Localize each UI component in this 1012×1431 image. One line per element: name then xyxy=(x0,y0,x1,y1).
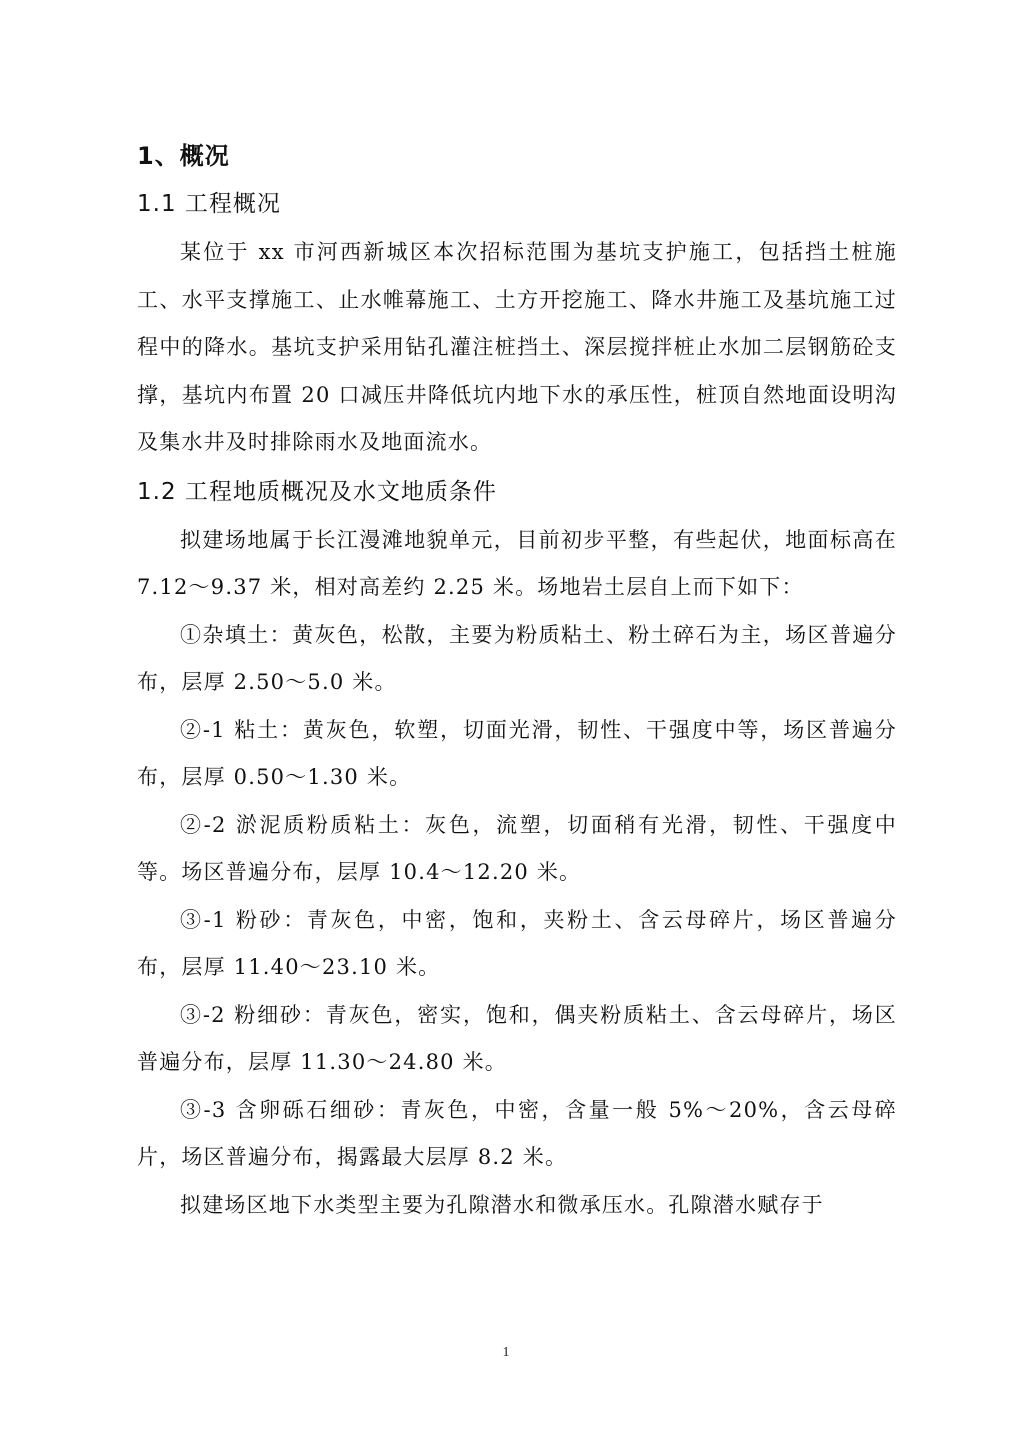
paragraph-layer-silt-sand: ③-1 粉砂：青灰色，中密，饱和，夹粉土、含云母碎片，场区普遍分布，层厚 11.40～23.10 米。 xyxy=(137,907,897,979)
paragraph-layer-gravel-sand: ③-3 含卵砾石细砂：青灰色，中密，含量一般 5%～20%，含云母碎片，场区普遍分布，揭露最大层厚 8.2 米。 xyxy=(137,1097,897,1169)
paragraph-layer-silty-clay: ②-2 淤泥质粉质粘土：灰色，流塑，切面稍有光滑，韧性、干强度中等。场区普遍分布，层厚 10.4～12.20 米。 xyxy=(137,812,897,884)
paragraph-groundwater: 拟建场区地下水类型主要为孔隙潜水和微承压水。孔隙潜水赋存于 xyxy=(180,1192,824,1217)
page-content xyxy=(137,133,897,1229)
paragraph-layer-clay: ②-1 粘土：黄灰色，软塑，切面光滑，韧性、干强度中等，场区普遍分布，层厚 0.50～1.30 米。 xyxy=(137,717,897,789)
heading-overview: 1、概况 xyxy=(137,142,230,170)
page-number: 1 xyxy=(502,1345,510,1360)
paragraph-site-intro: 拟建场地属于长江漫滩地貌单元，目前初步平整，有些起伏，地面标高在 7.12～9.37 米，相对高差约 2.25 米。场地岩土层自上而下如下： xyxy=(137,527,897,599)
heading-project-overview: 1.1 工程概况 xyxy=(137,191,281,217)
paragraph-layer-fine-sand: ③-2 粉细砂：青灰色，密实，饱和，偶夹粉质粘土、含云母碎片，场区普遍分布，层厚 11.30～24.80 米。 xyxy=(137,1002,897,1074)
heading-geology: 1.2 工程地质概况及水文地质条件 xyxy=(137,478,497,505)
paragraph-project-overview: 某位于 xx 市河西新城区本次招标范围为基坑支护施工，包括挡土桩施工、水平支撑施工、止水帷幕施工、土方开挖施工、降水井施工及基坑施工过程中的降水。基坑支护采用钻孔灌注桩挡土、深层搅拌桩止水加二层钢筋砼支撑，基坑内布置 20 口减压井降低坑内地下水的承压性，桩顶自然地面设明沟及集水井及时排除雨水及地面流水。 xyxy=(137,240,897,454)
paragraph-layer-fill: ①杂填土：黄灰色，松散，主要为粉质粘土、粉土碎石为主，场区普遍分布，层厚 2.50～5.0 米。 xyxy=(137,622,897,694)
